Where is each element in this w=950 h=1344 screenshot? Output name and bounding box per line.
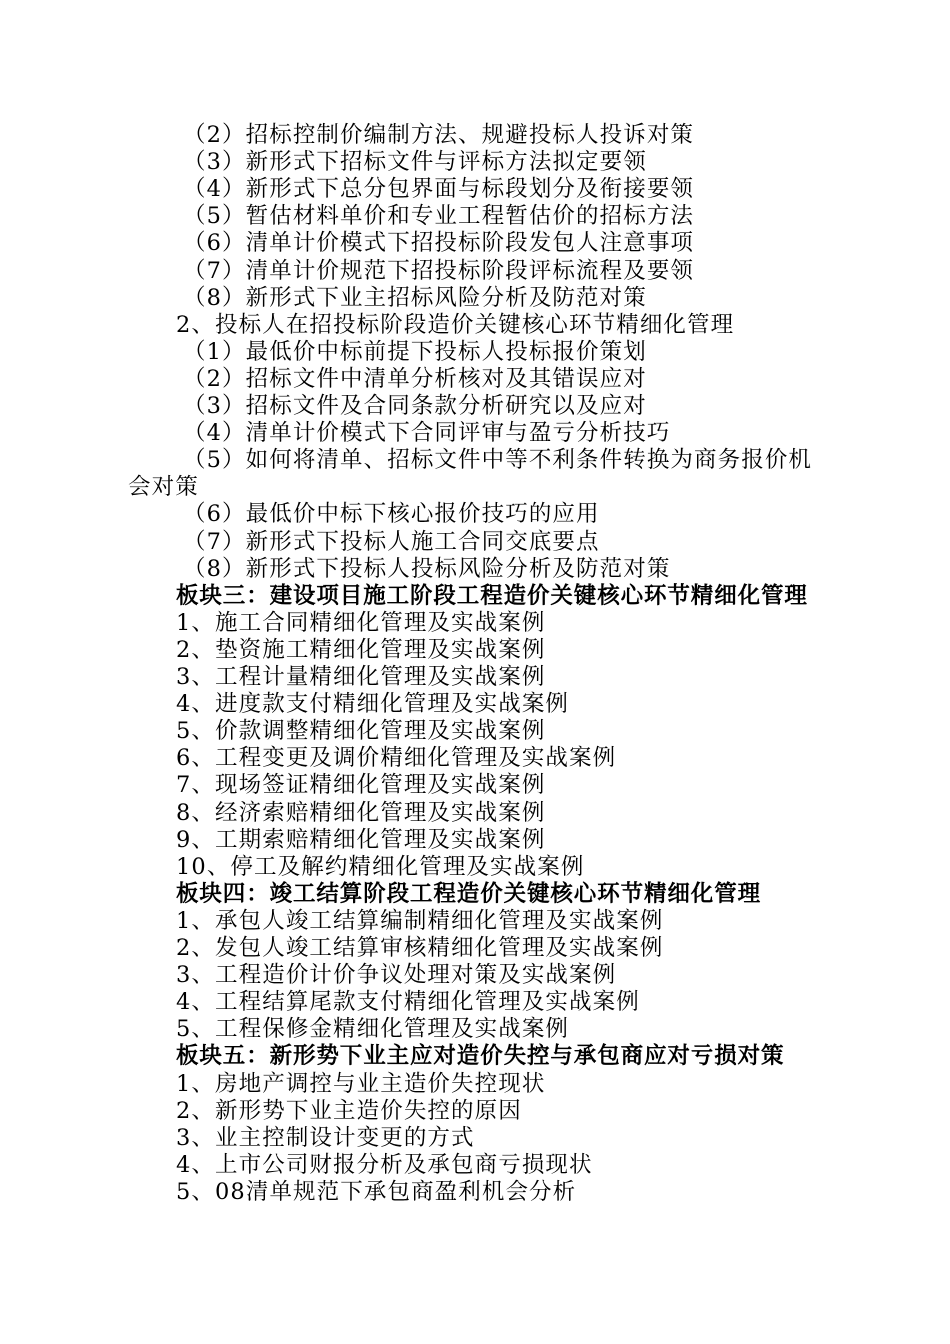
list-item: 4、进度款支付精细化管理及实战案例 <box>176 691 570 718</box>
list-item: 4、上市公司财报分析及承包商亏损现状 <box>176 1151 593 1178</box>
list-item: （2）招标控制价编制方法、规避投标人投诉对策 <box>183 122 695 148</box>
section-heading: 板块五：新形势下业主应对造价失控与承包商应对亏损对策 <box>176 1043 785 1070</box>
wrapped-line: 会对策 <box>128 474 199 501</box>
list-item: 1、房地产调控与业主造价失控现状 <box>176 1070 546 1097</box>
list-item: 2、发包人竣工结算审核精细化管理及实战案例 <box>176 935 664 961</box>
list-item: （7）新形式下投标人施工合同交底要点 <box>183 528 600 555</box>
list-item: （4）新形式下总分包界面与标段划分及衔接要领 <box>183 176 695 203</box>
list-item: 9、工期索赔精细化管理及实战案例 <box>176 826 546 853</box>
list-item: 5、08清单规范下承包商盈利机会分析 <box>176 1178 577 1205</box>
list-item: 5、价款调整精细化管理及实战案例 <box>176 718 546 745</box>
list-item: 4、工程结算尾款支付精细化管理及实战案例 <box>176 989 640 1016</box>
list-item: （4）清单计价模式下合同评审与盈亏分析技巧 <box>183 420 671 447</box>
section-heading: 板块四：竣工结算阶段工程造价关键核心环节精细化管理 <box>176 880 762 907</box>
list-item: 8、经济索赔精细化管理及实战案例 <box>176 799 546 826</box>
section-heading: 板块三：建设项目施工阶段工程造价关键核心环节精细化管理 <box>176 582 808 609</box>
list-item: （5）如何将清单、招标文件中等不利条件转换为商务报价机 <box>183 447 813 474</box>
list-item: 3、业主控制设计变更的方式 <box>176 1124 475 1151</box>
list-item: 10、停工及解约精细化管理及实战案例 <box>176 853 585 880</box>
list-item: 2、新形势下业主造价失控的原因 <box>176 1097 522 1124</box>
list-item: 3、工程造价计价争议处理对策及实战案例 <box>176 962 617 989</box>
list-item: （8）新形式下投标人投标风险分析及防范对策 <box>183 555 671 582</box>
list-item: 6、工程变更及调价精细化管理及实战案例 <box>176 745 617 772</box>
list-item: 2、垫资施工精细化管理及实战案例 <box>176 636 546 663</box>
list-item: （8）新形式下业主招标风险分析及防范对策 <box>183 284 647 311</box>
list-item: （7）清单计价规范下招投标阶段评标流程及要领 <box>183 257 695 284</box>
list-item: 3、工程计量精细化管理及实战案例 <box>176 664 546 690</box>
list-item: （1）最低价中标前提下投标人投标报价策划 <box>183 338 647 365</box>
list-item: 2、投标人在招投标阶段造价关键核心环节精细化管理 <box>176 311 735 338</box>
list-item: （6）最低价中标下核心报价技巧的应用 <box>183 501 600 528</box>
list-item: 1、施工合同精细化管理及实战案例 <box>176 609 546 636</box>
list-item: （3）招标文件及合同条款分析研究以及应对 <box>183 393 647 419</box>
list-item: 7、现场签证精细化管理及实战案例 <box>176 772 546 799</box>
list-item: （5）暂估材料单价和专业工程暂估价的招标方法 <box>183 203 695 230</box>
list-item: （3）新形式下招标文件与评标方法拟定要领 <box>183 149 647 176</box>
list-item: 1、承包人竣工结算编制精细化管理及实战案例 <box>176 907 664 934</box>
list-item: （6）清单计价模式下招投标阶段发包人注意事项 <box>183 230 695 257</box>
list-item: 5、工程保修金精细化管理及实战案例 <box>176 1016 570 1043</box>
list-item: （2）招标文件中清单分析核对及其错误应对 <box>183 365 647 392</box>
